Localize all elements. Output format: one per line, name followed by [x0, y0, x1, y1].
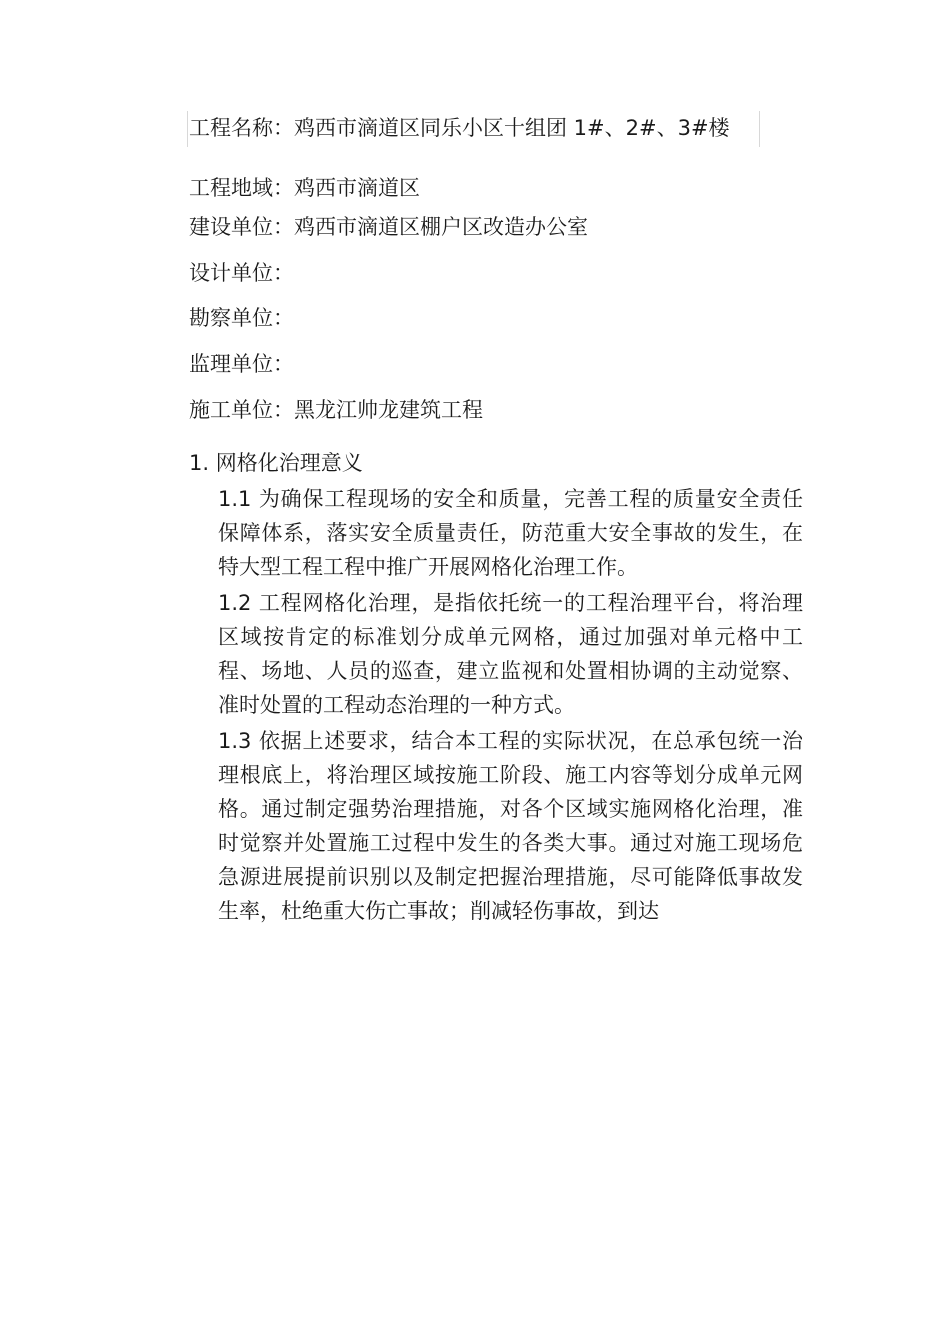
supervision-label: 监理单位： [189, 352, 294, 376]
project-region-value: 鸡西市滴道区 [294, 176, 420, 200]
paragraph-1-2: 1.2 工程网格化治理，是指依托统一的工程治理平台，将治理区域按肯定的标准划分成单元网格，通过加强对单元格中工程、场地、人员的巡查，建立监视和处置相协调的主动觉察、准时处置的工程动态治理的一种方式。 [218, 591, 803, 717]
owner-label: 建设单位： [189, 215, 294, 239]
owner-value: 鸡西市滴道区棚户区改造办公室 [294, 215, 588, 239]
project-name-line [189, 113, 730, 143]
project-name-value: 鸡西市滴道区同乐小区十组团 1#、2#、3#楼 [294, 116, 730, 140]
paragraph-1-3: 1.3 依据上述要求，结合本工程的实际状况，在总承包统一治理根底上，将治理区域按施工阶段、施工内容等划分成单元网格。通过制定强势治理措施，对各个区域实施网格化治理，准时觉察并处置施工过程中发生的各类大事。通过对施工现场危急源进展提前识别以及制定把握治理措施，尽可能降低事故发生率，杜绝重大伤亡事故；削减轻伤事故，到达 [218, 729, 803, 923]
project-name-label: 工程名称： [189, 116, 294, 140]
contractor-line [189, 395, 483, 425]
project-region-line [189, 173, 420, 203]
contractor-value: 黑龙江帅龙建筑工程 [294, 398, 483, 422]
owner-line [189, 212, 588, 242]
design-label: 设计单位： [189, 261, 294, 285]
contractor-label: 施工单位： [189, 398, 294, 422]
project-region-label: 工程地域： [189, 176, 294, 200]
design-line [189, 258, 294, 288]
survey-label: 勘察单位： [189, 306, 294, 330]
paragraph-1-1: 1.1 为确保工程现场的安全和质量，完善工程的质量安全责任保障体系，落实安全质量责任，防范重大安全事故的发生，在特大型工程工程中推广开展网格化治理工作。 [218, 487, 803, 579]
supervision-line [189, 349, 294, 379]
survey-line [189, 303, 294, 333]
section-heading: 1. 网格化治理意义 [189, 451, 363, 475]
